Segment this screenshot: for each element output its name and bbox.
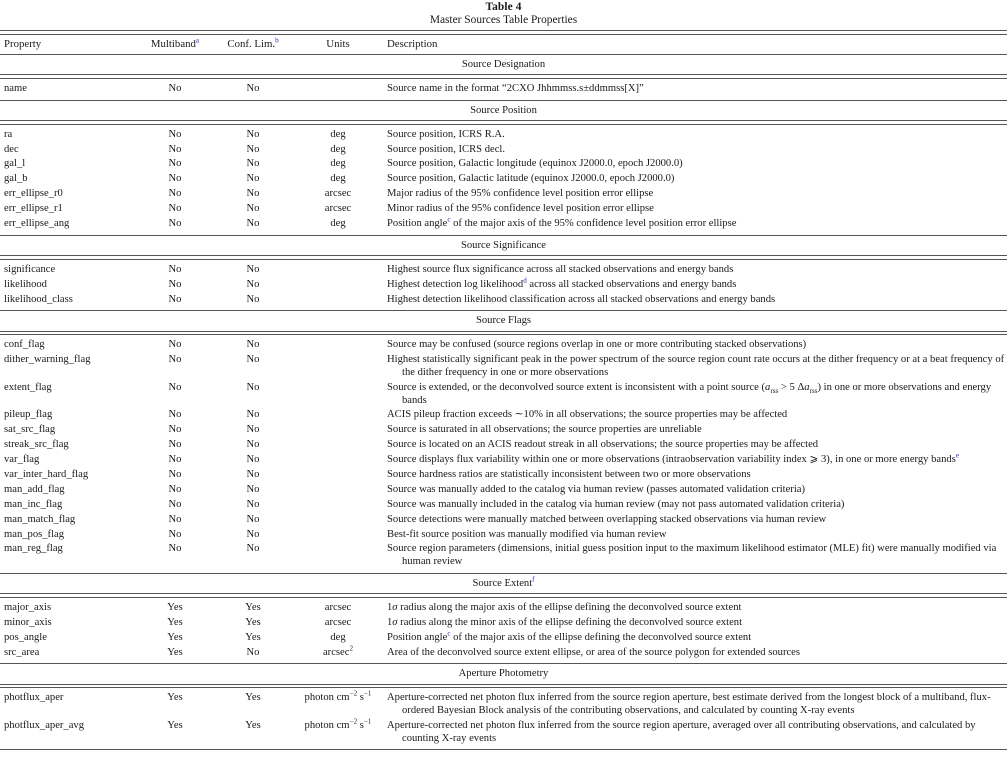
cell-description: Source name in the format “2CXO Jhhmmss.s±ddmmss[X]”: [387, 82, 644, 94]
cell-property: gal_l: [4, 158, 26, 170]
cell-conf-lim: No: [246, 293, 260, 305]
cell-property: dither_warning_flag: [4, 354, 91, 366]
cell-conf-lim: No: [246, 217, 260, 229]
column-header-conf-lim: Conf. Lim.$^b$: [227, 36, 279, 50]
cell-units: [294, 335, 382, 353]
table-row: [0, 259, 1007, 277]
table-row: [0, 646, 1007, 664]
section-title: Source Significance: [460, 239, 546, 251]
cell-property: pos_angle: [4, 631, 47, 643]
cell-conf-lim: No: [246, 439, 260, 451]
section-header-row: [0, 235, 1007, 256]
cell-conf-lim: No: [246, 188, 260, 200]
cell-description: Source hardness ratios are statistically inconsistent between two or more observations: [387, 469, 751, 480]
table-row: [0, 453, 1007, 468]
cell-multiband: No: [168, 498, 182, 510]
cell-description: ACIS pileup fraction exceeds ∼10% in all observations; the source properties may be affected: [387, 409, 788, 421]
cell-conf-lim: No: [246, 143, 260, 155]
table-row: [0, 202, 1007, 217]
cell-conf-lim: No: [246, 173, 260, 185]
cell-units: deg: [330, 128, 346, 140]
cell-units: [294, 453, 382, 468]
cell-multiband: Yes: [167, 646, 183, 658]
cell-property: man_add_flag: [4, 483, 65, 495]
cell-description: 1σ radius along the major axis of the ellipse defining the deconvolved source extent: [387, 601, 742, 613]
cell-description: Source is extended, or the deconvolved source extent is inconsistent with a point source ($a_{rss} > 5$ $\Delta a_{rss}$) in one or more observations and energy bands: [387, 381, 992, 406]
cell-multiband: No: [168, 439, 182, 451]
cell-units: arcsec$^2$: [322, 644, 353, 658]
cell-units: deg: [330, 631, 346, 643]
cell-units: [294, 498, 382, 513]
cell-property: name: [4, 82, 27, 94]
cell-description: Source position, Galactic longitude (equinox J2000.0, epoch J2000.0): [387, 158, 683, 170]
table-row: [0, 527, 1007, 542]
cell-property: ra: [4, 128, 13, 140]
cell-property: minor_axis: [4, 616, 52, 628]
table-row: [0, 172, 1007, 187]
cell-units: deg: [330, 143, 346, 155]
cell-units: arcsec: [324, 188, 352, 200]
section-header-row: [0, 311, 1007, 332]
table-row: [0, 597, 1007, 615]
table-row: [0, 468, 1007, 483]
cell-description: Source was manually included in the catalog via human review (may not pass automated validation criteria): [387, 498, 845, 510]
cell-property: photflux_aper_avg: [4, 720, 85, 732]
cell-units: [294, 468, 382, 483]
cell-description: Highest detection likelihood classification across all stacked observations and energy bands: [387, 293, 776, 305]
cell-units: deg: [330, 173, 346, 185]
cell-property: sat_src_flag: [4, 424, 56, 436]
cell-conf-lim: No: [246, 409, 260, 421]
cell-property: man_pos_flag: [4, 528, 65, 540]
cell-multiband: Yes: [167, 601, 183, 613]
cell-units: [294, 292, 382, 310]
cell-units: deg: [330, 217, 346, 229]
cell-multiband: Yes: [167, 616, 183, 628]
cell-multiband: Yes: [167, 692, 183, 704]
cell-units: [294, 513, 382, 528]
cell-conf-lim: No: [246, 158, 260, 170]
cell-description: Aperture-corrected net photon flux inferred from the source region aperture, best estimate derived from the longest block of a multiband, flux-ordered Bayesian Block analysis of the contributing observations, and calculated by counting X-ray events: [387, 692, 991, 717]
cell-conf-lim: No: [246, 82, 260, 94]
cell-description: Position angle$^c$ of the major axis of the ellipse defining the deconvolved source extent: [387, 629, 752, 643]
cell-conf-lim: No: [246, 203, 260, 215]
cell-description: Highest source flux significance across all stacked observations and energy bands: [387, 263, 734, 275]
cell-property: dec: [4, 143, 19, 155]
table-number: Table 4: [485, 1, 522, 13]
cell-conf-lim: No: [246, 424, 260, 436]
cell-units: [294, 527, 382, 542]
table-row: [0, 542, 1007, 573]
section-header-row: [0, 664, 1007, 685]
cell-conf-lim: No: [246, 483, 260, 495]
cell-units: [294, 408, 382, 423]
column-header-multiband: Multiband$^a$: [150, 36, 200, 50]
cell-multiband: No: [168, 483, 182, 495]
cell-units: photon $cm^{-2}$ $s^{-1}$: [304, 717, 372, 732]
cell-multiband: No: [168, 381, 182, 393]
cell-units: [294, 423, 382, 438]
table-row: [0, 688, 1007, 719]
cell-multiband: No: [168, 424, 182, 436]
column-header-row: [0, 34, 1007, 54]
table-row: [0, 278, 1007, 293]
table-row: [0, 408, 1007, 423]
cell-property: err_ellipse_ang: [4, 217, 70, 229]
cell-multiband: No: [168, 217, 182, 229]
table-row: [0, 187, 1007, 202]
cell-description: Highest statistically significant peak in the power spectrum of the source region count rate occurs at the dither frequency or at a beat frequency of the dither frequency in one or more observations: [387, 354, 1005, 378]
cell-multiband: No: [168, 278, 182, 290]
cell-description: Source is located on an ACIS readout streak in all observations; the source properties may be affected: [387, 439, 819, 451]
table-row: [0, 438, 1007, 453]
cell-multiband: No: [168, 293, 182, 305]
cell-conf-lim: No: [246, 339, 260, 351]
cell-multiband: No: [168, 454, 182, 466]
table-row: [0, 142, 1007, 157]
cell-multiband: No: [168, 188, 182, 200]
cell-description: Source detections were manually matched between overlapping stacked observations via human review: [387, 513, 827, 525]
cell-units: [294, 259, 382, 277]
table-row: [0, 423, 1007, 438]
cell-description: Source position, ICRS decl.: [387, 143, 505, 155]
cell-multiband: No: [168, 158, 182, 170]
column-header-description: Description: [387, 37, 438, 50]
cell-conf-lim: No: [246, 513, 260, 525]
cell-property: src_area: [4, 646, 40, 658]
master-sources-table: [0, 30, 1007, 750]
section-header-row: [0, 54, 1007, 75]
cell-multiband: No: [168, 339, 182, 351]
cell-property: var_flag: [4, 454, 40, 466]
cell-conf-lim: No: [246, 498, 260, 510]
cell-units: [294, 483, 382, 498]
cell-units: [294, 353, 382, 381]
table-row: [0, 78, 1007, 99]
cell-multiband: No: [168, 543, 182, 555]
cell-conf-lim: No: [246, 528, 260, 540]
cell-property: likelihood: [4, 278, 47, 290]
table-row: [0, 292, 1007, 310]
table-title: Master Sources Table Properties: [429, 14, 578, 27]
cell-property: streak_src_flag: [4, 439, 69, 451]
cell-description: Best-fit source position was manually modified via human review: [387, 528, 667, 540]
cell-units: [294, 278, 382, 293]
cell-multiband: No: [168, 409, 182, 421]
cell-property: extent_flag: [4, 381, 52, 393]
column-header-units: Units: [326, 37, 350, 50]
cell-multiband: No: [168, 513, 182, 525]
table-caption: [0, 0, 1007, 26]
section-header-row: [0, 100, 1007, 121]
cell-description: 1σ radius along the minor axis of the ellipse defining the deconvolved source extent: [387, 616, 743, 628]
cell-multiband: Yes: [167, 631, 183, 643]
cell-property: err_ellipse_r0: [4, 188, 63, 200]
cell-multiband: No: [168, 263, 182, 275]
cell-conf-lim: Yes: [245, 720, 261, 732]
cell-description: Source position, ICRS R.A.: [387, 128, 505, 140]
cell-description: Position angle$^c$ of the major axis of the 95% confidence level position error ellipse: [387, 215, 737, 229]
cell-conf-lim: Yes: [245, 631, 261, 643]
cell-description: Source position, Galactic latitude (equinox J2000.0, epoch J2000.0): [387, 173, 675, 185]
cell-conf-lim: No: [246, 646, 260, 658]
table-row: [0, 498, 1007, 513]
cell-multiband: No: [168, 469, 182, 480]
cell-property: significance: [4, 263, 56, 275]
table-row: [0, 353, 1007, 381]
cell-multiband: No: [168, 528, 182, 540]
cell-multiband: Yes: [167, 720, 183, 732]
cell-units: [294, 381, 382, 409]
rule-line: [0, 749, 1007, 750]
cell-conf-lim: No: [246, 128, 260, 140]
table-row: [0, 719, 1007, 750]
cell-units: [294, 542, 382, 573]
cell-property: likelihood_class: [4, 293, 73, 305]
cell-property: man_match_flag: [4, 513, 76, 525]
cell-property: err_ellipse_r1: [4, 203, 63, 215]
cell-multiband: No: [168, 128, 182, 140]
table-row: [0, 631, 1007, 646]
table-row: [0, 157, 1007, 172]
cell-units: [294, 438, 382, 453]
cell-property: man_reg_flag: [4, 543, 63, 555]
cell-property: man_inc_flag: [4, 498, 63, 510]
cell-conf-lim: No: [246, 278, 260, 290]
table-row: [0, 616, 1007, 631]
cell-description: Area of the deconvolved source extent ellipse, or area of the source polygon for extended sources: [387, 646, 800, 658]
cell-conf-lim: Yes: [245, 601, 261, 613]
cell-property: var_inter_hard_flag: [4, 469, 89, 480]
cell-conf-lim: No: [246, 543, 260, 555]
cell-conf-lim: No: [246, 469, 260, 480]
cell-conf-lim: Yes: [245, 692, 261, 704]
cell-conf-lim: Yes: [245, 616, 261, 628]
cell-property: gal_b: [4, 173, 28, 185]
cell-description: Source region parameters (dimensions, initial guess position input to the maximum likelihood estimator (MLE) fit) were manually modified via human review: [387, 543, 997, 568]
cell-units: arcsec: [324, 601, 352, 613]
cell-multiband: No: [168, 82, 182, 94]
cell-description: Source was manually added to the catalog via human review (passes automated validation criteria): [387, 483, 806, 495]
cell-multiband: No: [168, 173, 182, 185]
cell-multiband: No: [168, 143, 182, 155]
table-row: [0, 124, 1007, 142]
cell-property: pileup_flag: [4, 409, 53, 421]
cell-units: photon $cm^{-2}$ $s^{-1}$: [304, 689, 372, 704]
cell-description: Source is saturated in all observations; the source properties are unreliable: [387, 424, 702, 436]
cell-conf-lim: No: [246, 454, 260, 466]
cell-multiband: No: [168, 354, 182, 366]
section-title: Source Extent$^f$: [472, 575, 535, 589]
section-bottom-rule: [0, 749, 1007, 750]
table-row: [0, 381, 1007, 409]
cell-units: arcsec: [324, 203, 352, 215]
cell-description: Source displays flux variability within one or more observations (intraobservation variability index ⩾ 3), in one or more energy bands$^e$: [387, 451, 959, 466]
column-header-property: Property: [4, 37, 42, 50]
cell-conf-lim: No: [246, 263, 260, 275]
cell-property: photflux_aper: [4, 692, 64, 704]
section-title: Source Designation: [461, 58, 546, 70]
section-title: Source Flags: [475, 315, 532, 327]
cell-description: Major radius of the 95% confidence level position error ellipse: [387, 188, 654, 200]
cell-description: Aperture-corrected net photon flux inferred from the source region aperture, averaged over all contributing observations, and calculated by counting X-ray events: [387, 720, 976, 744]
cell-conf-lim: No: [246, 354, 260, 366]
section-header-row: [0, 573, 1007, 594]
table-row: [0, 513, 1007, 528]
cell-property: conf_flag: [4, 339, 45, 351]
cell-description: Highest detection log likelihood$^d$ across all stacked observations and energy bands: [387, 276, 737, 290]
cell-units: deg: [330, 158, 346, 170]
cell-description: Minor radius of the 95% confidence level position error ellipse: [387, 203, 654, 215]
cell-multiband: No: [168, 203, 182, 215]
table-row: [0, 217, 1007, 235]
cell-conf-lim: No: [246, 381, 260, 393]
cell-property: major_axis: [4, 601, 52, 613]
cell-units: [294, 78, 382, 99]
cell-units: arcsec: [324, 616, 352, 628]
cell-description: Source may be confused (source regions overlap in one or more contributing stacked observations): [387, 339, 807, 351]
section-title: Source Position: [470, 104, 537, 116]
section-title: Aperture Photometry: [458, 668, 549, 680]
table-row: [0, 483, 1007, 498]
table-row: [0, 335, 1007, 353]
